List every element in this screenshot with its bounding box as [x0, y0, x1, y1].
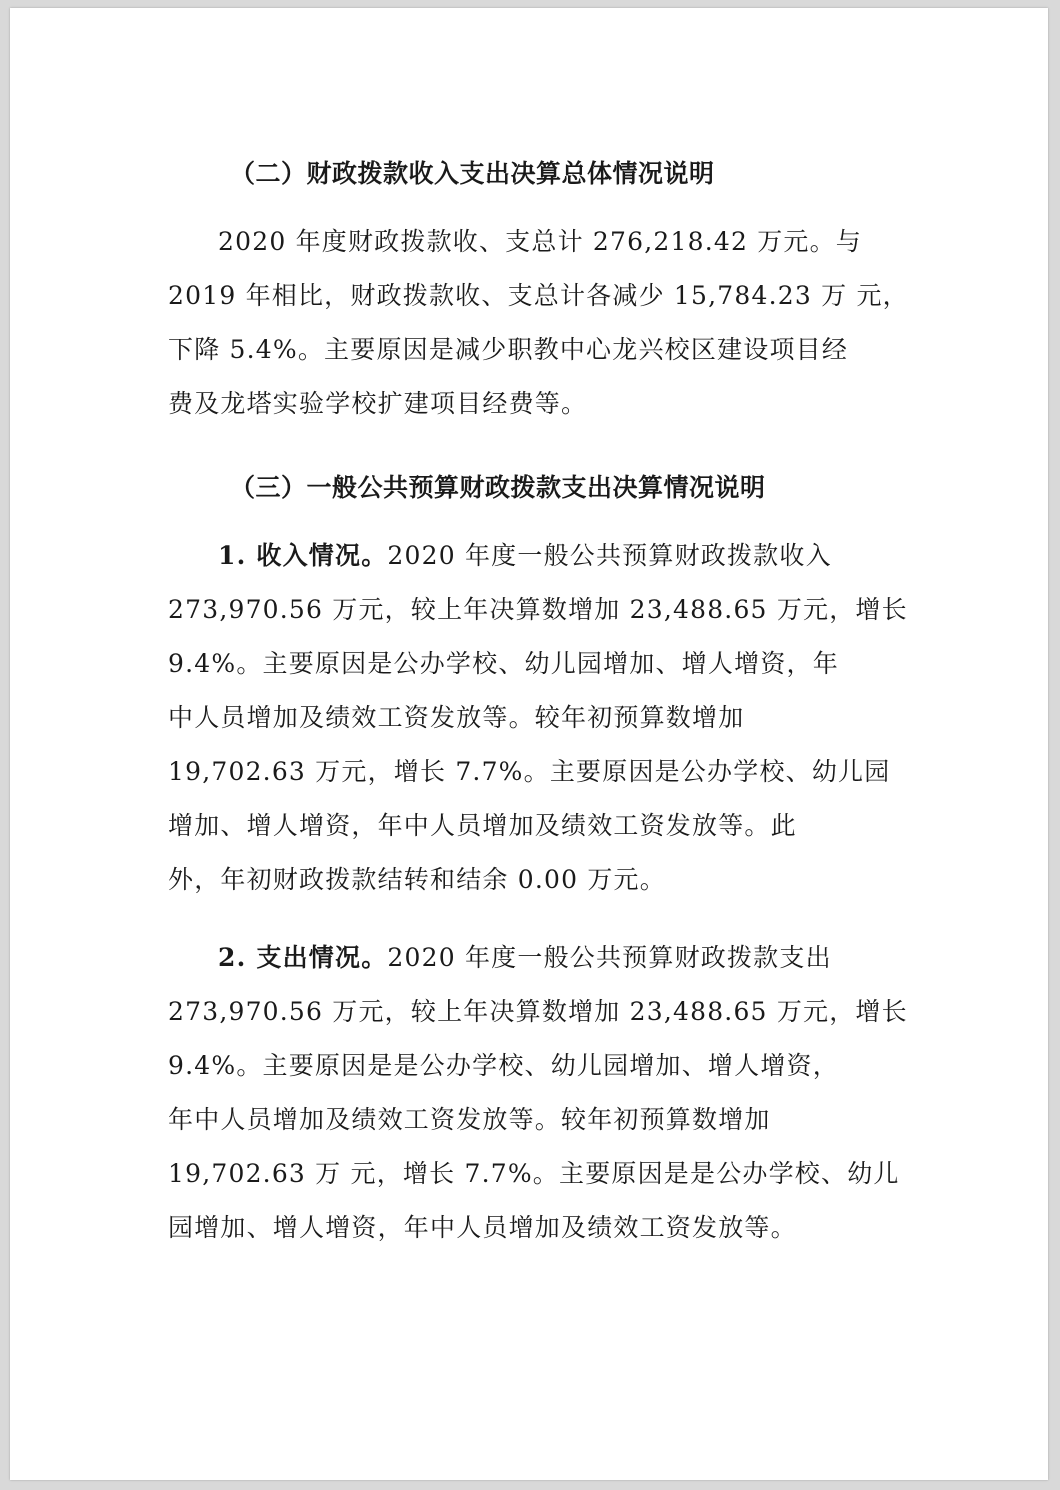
- income-label: 1. 收入情况。: [218, 541, 388, 570]
- expense-text: 2020 年度一般公共预算财政拨款支出: [387, 943, 832, 972]
- paragraph-line: 273,970.56 万元，较上年决算数增加 23,488.65 万元，增长: [168, 997, 908, 1026]
- paragraph-line: 19,702.63 万 元，增长 7.7%。主要原因是是公办学校、幼儿: [168, 1159, 900, 1188]
- paragraph-line: 9.4%。主要原因是公办学校、幼儿园增加、增人增资，年: [168, 649, 839, 678]
- paragraph-line: 园增加、增人增资，年中人员增加及绩效工资发放等。: [168, 1213, 797, 1242]
- paragraph-line: 费及龙塔实验学校扩建项目经费等。: [168, 389, 588, 418]
- expense-label: 2. 支出情况。: [218, 943, 388, 972]
- paragraph-line: 下降 5.4%。主要原因是减少职教中心龙兴校区建设项目经: [168, 335, 849, 364]
- income-text: 2020 年度一般公共预算财政拨款收入: [387, 541, 832, 570]
- section-heading-3: （三）一般公共预算财政拨款支出决算情况说明: [230, 473, 766, 502]
- paragraph-line: 增加、增人增资，年中人员增加及绩效工资发放等。此: [168, 811, 797, 840]
- paragraph-line: 273,970.56 万元，较上年决算数增加 23,488.65 万元，增长: [168, 595, 908, 624]
- paragraph-line: 外，年初财政拨款结转和结余 0.00 万元。: [168, 865, 666, 894]
- paragraph-line: 9.4%。主要原因是是公办学校、幼儿园增加、增人增资，: [168, 1051, 839, 1080]
- section-heading-2: （二）财政拨款收入支出决算总体情况说明: [230, 159, 715, 188]
- paragraph-line: 年中人员增加及绩效工资发放等。较年初预算数增加: [168, 1105, 771, 1134]
- paragraph-line: [218, 938, 832, 974]
- paragraph-line: 中人员增加及绩效工资发放等。较年初预算数增加: [168, 703, 745, 732]
- document-page: [10, 8, 1048, 1480]
- paragraph-line: 19,702.63 万元，增长 7.7%。主要原因是公办学校、幼儿园: [168, 757, 891, 786]
- paragraph-line: 2019 年相比，财政拨款收、支总计各减少 15,784.23 万 元，: [168, 281, 909, 310]
- paragraph-line: 2020 年度财政拨款收、支总计 276,218.42 万元。与: [218, 227, 863, 256]
- paragraph-line: [218, 536, 832, 572]
